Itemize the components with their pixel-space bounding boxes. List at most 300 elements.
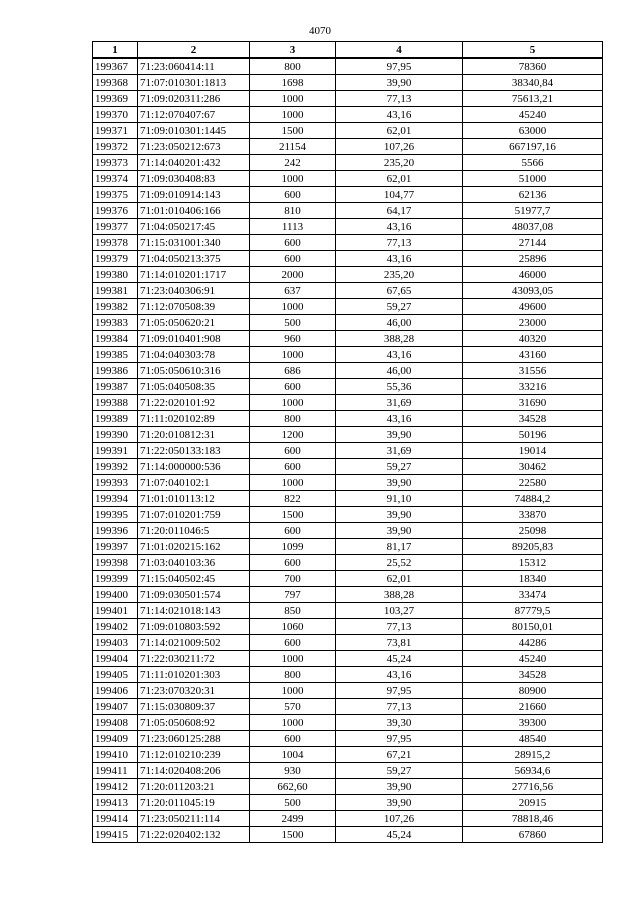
- table-row: [93, 411, 603, 427]
- cell-id: 199381: [93, 283, 138, 299]
- cell-area: 500: [250, 315, 336, 331]
- cell-total: 5566: [463, 155, 603, 171]
- cell-id: 199391: [93, 443, 138, 459]
- cell-rate: 39,30: [336, 715, 463, 731]
- cell-area: 1000: [250, 299, 336, 315]
- table-row: [93, 635, 603, 651]
- column-header-3: 3: [250, 42, 336, 59]
- cell-total: 22580: [463, 475, 603, 491]
- table-row: [93, 347, 603, 363]
- cell-cadastral-number: 71:14:020408:206: [138, 763, 250, 779]
- table-body: [93, 58, 603, 843]
- cell-cadastral-number: 71:12:070407:67: [138, 107, 250, 123]
- cell-total: 39300: [463, 715, 603, 731]
- cell-rate: 97,95: [336, 683, 463, 699]
- cell-area: 686: [250, 363, 336, 379]
- cell-id: 199374: [93, 171, 138, 187]
- cell-total: 49600: [463, 299, 603, 315]
- cell-cadastral-number: 71:14:021009:502: [138, 635, 250, 651]
- cell-cadastral-number: 71:23:060414:11: [138, 58, 250, 75]
- cell-total: 33474: [463, 587, 603, 603]
- cell-id: 199384: [93, 331, 138, 347]
- cell-area: 800: [250, 58, 336, 75]
- cell-rate: 46,00: [336, 363, 463, 379]
- cell-cadastral-number: 71:09:030501:574: [138, 587, 250, 603]
- table-row: [93, 235, 603, 251]
- cell-id: 199385: [93, 347, 138, 363]
- cell-cadastral-number: 71:04:050213:375: [138, 251, 250, 267]
- cell-area: 600: [250, 459, 336, 475]
- cell-rate: 43,16: [336, 107, 463, 123]
- header-row: [93, 42, 603, 59]
- cell-rate: 39,90: [336, 507, 463, 523]
- cell-id: 199370: [93, 107, 138, 123]
- cell-rate: 107,26: [336, 811, 463, 827]
- cell-area: 1000: [250, 107, 336, 123]
- cell-id: 199393: [93, 475, 138, 491]
- table-row: [93, 443, 603, 459]
- table-row: [93, 523, 603, 539]
- cell-area: 1500: [250, 123, 336, 139]
- cell-area: 1113: [250, 219, 336, 235]
- cell-total: 34528: [463, 411, 603, 427]
- cell-rate: 59,27: [336, 763, 463, 779]
- cell-total: 20915: [463, 795, 603, 811]
- cell-area: 570: [250, 699, 336, 715]
- column-header-4: 4: [336, 42, 463, 59]
- cell-total: 25896: [463, 251, 603, 267]
- cell-rate: 62,01: [336, 171, 463, 187]
- cell-cadastral-number: 71:22:030211:72: [138, 651, 250, 667]
- table-row: [93, 667, 603, 683]
- cell-id: 199403: [93, 635, 138, 651]
- cell-total: 74884,2: [463, 491, 603, 507]
- table-row: [93, 251, 603, 267]
- cell-id: 199407: [93, 699, 138, 715]
- cell-rate: 43,16: [336, 219, 463, 235]
- table-row: [93, 827, 603, 843]
- cell-total: 667197,16: [463, 139, 603, 155]
- cell-total: 31690: [463, 395, 603, 411]
- cell-total: 31556: [463, 363, 603, 379]
- cell-cadastral-number: 71:15:031001:340: [138, 235, 250, 251]
- cell-area: 500: [250, 795, 336, 811]
- cell-rate: 77,13: [336, 91, 463, 107]
- cell-total: 30462: [463, 459, 603, 475]
- cell-area: 1099: [250, 539, 336, 555]
- table-row: [93, 507, 603, 523]
- table-row: [93, 123, 603, 139]
- cell-cadastral-number: 71:05:040508:35: [138, 379, 250, 395]
- table-row: [93, 395, 603, 411]
- cell-total: 18340: [463, 571, 603, 587]
- table-row: [93, 683, 603, 699]
- cell-area: 850: [250, 603, 336, 619]
- column-header-5: 5: [463, 42, 603, 59]
- cell-area: 662,60: [250, 779, 336, 795]
- cell-cadastral-number: 71:11:020102:89: [138, 411, 250, 427]
- cell-id: 199405: [93, 667, 138, 683]
- cell-id: 199379: [93, 251, 138, 267]
- cell-total: 63000: [463, 123, 603, 139]
- table-row: [93, 58, 603, 75]
- cell-cadastral-number: 71:22:020101:92: [138, 395, 250, 411]
- cell-id: 199372: [93, 139, 138, 155]
- cell-cadastral-number: 71:14:010201:1717: [138, 267, 250, 283]
- cell-id: 199380: [93, 267, 138, 283]
- cell-rate: 39,90: [336, 795, 463, 811]
- cell-id: 199377: [93, 219, 138, 235]
- cell-cadastral-number: 71:23:070320:31: [138, 683, 250, 699]
- cell-rate: 39,90: [336, 475, 463, 491]
- table-row: [93, 715, 603, 731]
- table-row: [93, 571, 603, 587]
- cell-total: 48540: [463, 731, 603, 747]
- cell-cadastral-number: 71:07:010301:1813: [138, 75, 250, 91]
- cell-id: 199388: [93, 395, 138, 411]
- cell-rate: 67,65: [336, 283, 463, 299]
- table-row: [93, 91, 603, 107]
- table-row: [93, 315, 603, 331]
- cell-rate: 64,17: [336, 203, 463, 219]
- cell-area: 242: [250, 155, 336, 171]
- cell-total: 38340,84: [463, 75, 603, 91]
- cell-cadastral-number: 71:03:040103:36: [138, 555, 250, 571]
- table-row: [93, 619, 603, 635]
- cell-id: 199408: [93, 715, 138, 731]
- cell-area: 1500: [250, 507, 336, 523]
- table-header: [93, 42, 603, 59]
- cell-id: 199396: [93, 523, 138, 539]
- cell-id: 199413: [93, 795, 138, 811]
- cell-cadastral-number: 71:09:020311:286: [138, 91, 250, 107]
- table-row: [93, 491, 603, 507]
- cell-rate: 43,16: [336, 667, 463, 683]
- cell-id: 199373: [93, 155, 138, 171]
- cell-cadastral-number: 71:20:011046:5: [138, 523, 250, 539]
- cell-total: 34528: [463, 667, 603, 683]
- cell-rate: 97,95: [336, 58, 463, 75]
- cell-cadastral-number: 71:15:040502:45: [138, 571, 250, 587]
- cell-total: 56934,6: [463, 763, 603, 779]
- cell-rate: 45,24: [336, 651, 463, 667]
- cell-total: 27716,56: [463, 779, 603, 795]
- table-row: [93, 331, 603, 347]
- cell-id: 199386: [93, 363, 138, 379]
- cell-id: 199376: [93, 203, 138, 219]
- table-row: [93, 155, 603, 171]
- table-row: [93, 747, 603, 763]
- cell-area: 2000: [250, 267, 336, 283]
- cell-cadastral-number: 71:12:010210:239: [138, 747, 250, 763]
- cell-total: 44286: [463, 635, 603, 651]
- table-row: [93, 267, 603, 283]
- cell-id: 199395: [93, 507, 138, 523]
- cell-id: 199401: [93, 603, 138, 619]
- cell-total: 40320: [463, 331, 603, 347]
- table-row: [93, 107, 603, 123]
- cell-rate: 45,24: [336, 827, 463, 843]
- cell-cadastral-number: 71:23:050212:673: [138, 139, 250, 155]
- cell-rate: 59,27: [336, 299, 463, 315]
- table-row: [93, 651, 603, 667]
- cell-cadastral-number: 71:22:020402:132: [138, 827, 250, 843]
- page-number: 4070: [309, 25, 331, 37]
- cell-total: 33870: [463, 507, 603, 523]
- cell-rate: 235,20: [336, 155, 463, 171]
- cell-id: 199389: [93, 411, 138, 427]
- cell-cadastral-number: 71:09:010803:592: [138, 619, 250, 635]
- cell-id: 199383: [93, 315, 138, 331]
- cell-area: 600: [250, 187, 336, 203]
- cell-rate: 235,20: [336, 267, 463, 283]
- cell-rate: 67,21: [336, 747, 463, 763]
- cell-cadastral-number: 71:11:010201:303: [138, 667, 250, 683]
- cell-area: 637: [250, 283, 336, 299]
- column-header-2: 2: [138, 42, 250, 59]
- cell-id: 199390: [93, 427, 138, 443]
- cell-rate: 46,00: [336, 315, 463, 331]
- cell-area: 600: [250, 235, 336, 251]
- table-row: [93, 171, 603, 187]
- cell-id: 199382: [93, 299, 138, 315]
- cell-area: 1060: [250, 619, 336, 635]
- cell-total: 78818,46: [463, 811, 603, 827]
- cell-cadastral-number: 71:04:040303:78: [138, 347, 250, 363]
- cell-cadastral-number: 71:22:050133:183: [138, 443, 250, 459]
- cell-total: 78360: [463, 58, 603, 75]
- cell-area: 1000: [250, 683, 336, 699]
- cell-cadastral-number: 71:01:010406:166: [138, 203, 250, 219]
- table-row: [93, 283, 603, 299]
- cell-area: 800: [250, 667, 336, 683]
- cell-id: 199394: [93, 491, 138, 507]
- cell-id: 199367: [93, 58, 138, 75]
- cell-id: 199368: [93, 75, 138, 91]
- table-row: [93, 459, 603, 475]
- cell-rate: 107,26: [336, 139, 463, 155]
- cell-cadastral-number: 71:15:030809:37: [138, 699, 250, 715]
- table-row: [93, 187, 603, 203]
- cell-rate: 59,27: [336, 459, 463, 475]
- cell-rate: 39,90: [336, 427, 463, 443]
- cell-area: 600: [250, 731, 336, 747]
- table-row: [93, 75, 603, 91]
- cell-total: 21660: [463, 699, 603, 715]
- cell-rate: 31,69: [336, 395, 463, 411]
- cell-rate: 43,16: [336, 411, 463, 427]
- cell-total: 80150,01: [463, 619, 603, 635]
- cell-id: 199369: [93, 91, 138, 107]
- table-row: [93, 139, 603, 155]
- cell-area: 1000: [250, 715, 336, 731]
- cell-id: 199409: [93, 731, 138, 747]
- cell-area: 2499: [250, 811, 336, 827]
- cell-area: 1500: [250, 827, 336, 843]
- cell-id: 199412: [93, 779, 138, 795]
- cell-area: 822: [250, 491, 336, 507]
- cell-area: 810: [250, 203, 336, 219]
- table-row: [93, 475, 603, 491]
- cell-rate: 39,90: [336, 523, 463, 539]
- cell-area: 600: [250, 443, 336, 459]
- cell-area: 797: [250, 587, 336, 603]
- cell-rate: 388,28: [336, 587, 463, 603]
- cell-rate: 97,95: [336, 731, 463, 747]
- cell-total: 89205,83: [463, 539, 603, 555]
- cell-area: 960: [250, 331, 336, 347]
- cell-cadastral-number: 71:01:020215:162: [138, 539, 250, 555]
- cell-id: 199400: [93, 587, 138, 603]
- table-row: [93, 795, 603, 811]
- table-row: [93, 539, 603, 555]
- cell-cadastral-number: 71:23:050211:114: [138, 811, 250, 827]
- cell-area: 800: [250, 411, 336, 427]
- cell-area: 1004: [250, 747, 336, 763]
- cell-id: 199415: [93, 827, 138, 843]
- cell-cadastral-number: 71:05:050620:21: [138, 315, 250, 331]
- cell-rate: 31,69: [336, 443, 463, 459]
- table-row: [93, 779, 603, 795]
- table-row: [93, 587, 603, 603]
- cell-rate: 91,10: [336, 491, 463, 507]
- cell-id: 199371: [93, 123, 138, 139]
- cell-id: 199414: [93, 811, 138, 827]
- table-row: [93, 763, 603, 779]
- cell-cadastral-number: 71:09:010301:1445: [138, 123, 250, 139]
- cell-area: 1200: [250, 427, 336, 443]
- table-row: [93, 379, 603, 395]
- table-row: [93, 203, 603, 219]
- cell-rate: 62,01: [336, 571, 463, 587]
- cell-total: 45240: [463, 651, 603, 667]
- cell-total: 67860: [463, 827, 603, 843]
- cell-total: 87779,5: [463, 603, 603, 619]
- cell-id: 199399: [93, 571, 138, 587]
- cell-rate: 55,36: [336, 379, 463, 395]
- cell-id: 199398: [93, 555, 138, 571]
- cell-total: 23000: [463, 315, 603, 331]
- cell-cadastral-number: 71:14:040201:432: [138, 155, 250, 171]
- cell-area: 1000: [250, 171, 336, 187]
- cell-total: 43093,05: [463, 283, 603, 299]
- cell-id: 199397: [93, 539, 138, 555]
- cell-area: 600: [250, 555, 336, 571]
- cell-total: 46000: [463, 267, 603, 283]
- cell-rate: 388,28: [336, 331, 463, 347]
- cell-cadastral-number: 71:07:010201:759: [138, 507, 250, 523]
- cell-cadastral-number: 71:04:050217:45: [138, 219, 250, 235]
- cell-total: 27144: [463, 235, 603, 251]
- table-row: [93, 811, 603, 827]
- table-row: [93, 299, 603, 315]
- cell-total: 50196: [463, 427, 603, 443]
- cell-rate: 77,13: [336, 699, 463, 715]
- cell-area: 21154: [250, 139, 336, 155]
- cell-total: 48037,08: [463, 219, 603, 235]
- cell-area: 1000: [250, 347, 336, 363]
- cell-rate: 81,17: [336, 539, 463, 555]
- cell-cadastral-number: 71:09:010401:908: [138, 331, 250, 347]
- cell-id: 199375: [93, 187, 138, 203]
- cell-rate: 77,13: [336, 235, 463, 251]
- cell-rate: 25,52: [336, 555, 463, 571]
- cell-id: 199378: [93, 235, 138, 251]
- cell-area: 600: [250, 251, 336, 267]
- cell-total: 45240: [463, 107, 603, 123]
- cell-area: 930: [250, 763, 336, 779]
- table-row: [93, 699, 603, 715]
- cell-total: 25098: [463, 523, 603, 539]
- cell-cadastral-number: 71:20:011203:21: [138, 779, 250, 795]
- column-header-1: 1: [93, 42, 138, 59]
- cell-area: 1000: [250, 475, 336, 491]
- cell-total: 62136: [463, 187, 603, 203]
- table-row: [93, 731, 603, 747]
- cell-area: 600: [250, 523, 336, 539]
- cell-total: 19014: [463, 443, 603, 459]
- cell-total: 28915,2: [463, 747, 603, 763]
- table-row: [93, 219, 603, 235]
- cell-cadastral-number: 71:20:010812:31: [138, 427, 250, 443]
- cell-cadastral-number: 71:01:010113:12: [138, 491, 250, 507]
- cell-rate: 103,27: [336, 603, 463, 619]
- cell-id: 199406: [93, 683, 138, 699]
- cell-id: 199410: [93, 747, 138, 763]
- cell-rate: 77,13: [336, 619, 463, 635]
- cell-cadastral-number: 71:14:021018:143: [138, 603, 250, 619]
- cell-total: 51000: [463, 171, 603, 187]
- cell-id: 199392: [93, 459, 138, 475]
- cell-cadastral-number: 71:14:000000:536: [138, 459, 250, 475]
- cell-cadastral-number: 71:07:040102:1: [138, 475, 250, 491]
- cell-area: 1000: [250, 91, 336, 107]
- cell-cadastral-number: 71:05:050608:92: [138, 715, 250, 731]
- cell-rate: 73,81: [336, 635, 463, 651]
- data-table: [92, 41, 603, 843]
- table-row: [93, 603, 603, 619]
- cell-area: 700: [250, 571, 336, 587]
- cell-id: 199402: [93, 619, 138, 635]
- cell-total: 15312: [463, 555, 603, 571]
- cell-area: 1698: [250, 75, 336, 91]
- table-row: [93, 363, 603, 379]
- cell-rate: 62,01: [336, 123, 463, 139]
- cell-cadastral-number: 71:23:060125:288: [138, 731, 250, 747]
- cell-id: 199404: [93, 651, 138, 667]
- cell-rate: 39,90: [336, 779, 463, 795]
- cell-cadastral-number: 71:23:040306:91: [138, 283, 250, 299]
- cell-rate: 43,16: [336, 347, 463, 363]
- cell-total: 75613,21: [463, 91, 603, 107]
- cell-cadastral-number: 71:09:030408:83: [138, 171, 250, 187]
- cell-cadastral-number: 71:20:011045:19: [138, 795, 250, 811]
- cell-id: 199411: [93, 763, 138, 779]
- cell-id: 199387: [93, 379, 138, 395]
- cell-area: 1000: [250, 395, 336, 411]
- cell-rate: 104,77: [336, 187, 463, 203]
- cell-total: 43160: [463, 347, 603, 363]
- cell-rate: 39,90: [336, 75, 463, 91]
- table-row: [93, 555, 603, 571]
- cell-area: 600: [250, 379, 336, 395]
- table-row: [93, 427, 603, 443]
- cell-total: 33216: [463, 379, 603, 395]
- cell-area: 1000: [250, 651, 336, 667]
- cell-cadastral-number: 71:12:070508:39: [138, 299, 250, 315]
- cell-cadastral-number: 71:05:050610:316: [138, 363, 250, 379]
- cell-rate: 43,16: [336, 251, 463, 267]
